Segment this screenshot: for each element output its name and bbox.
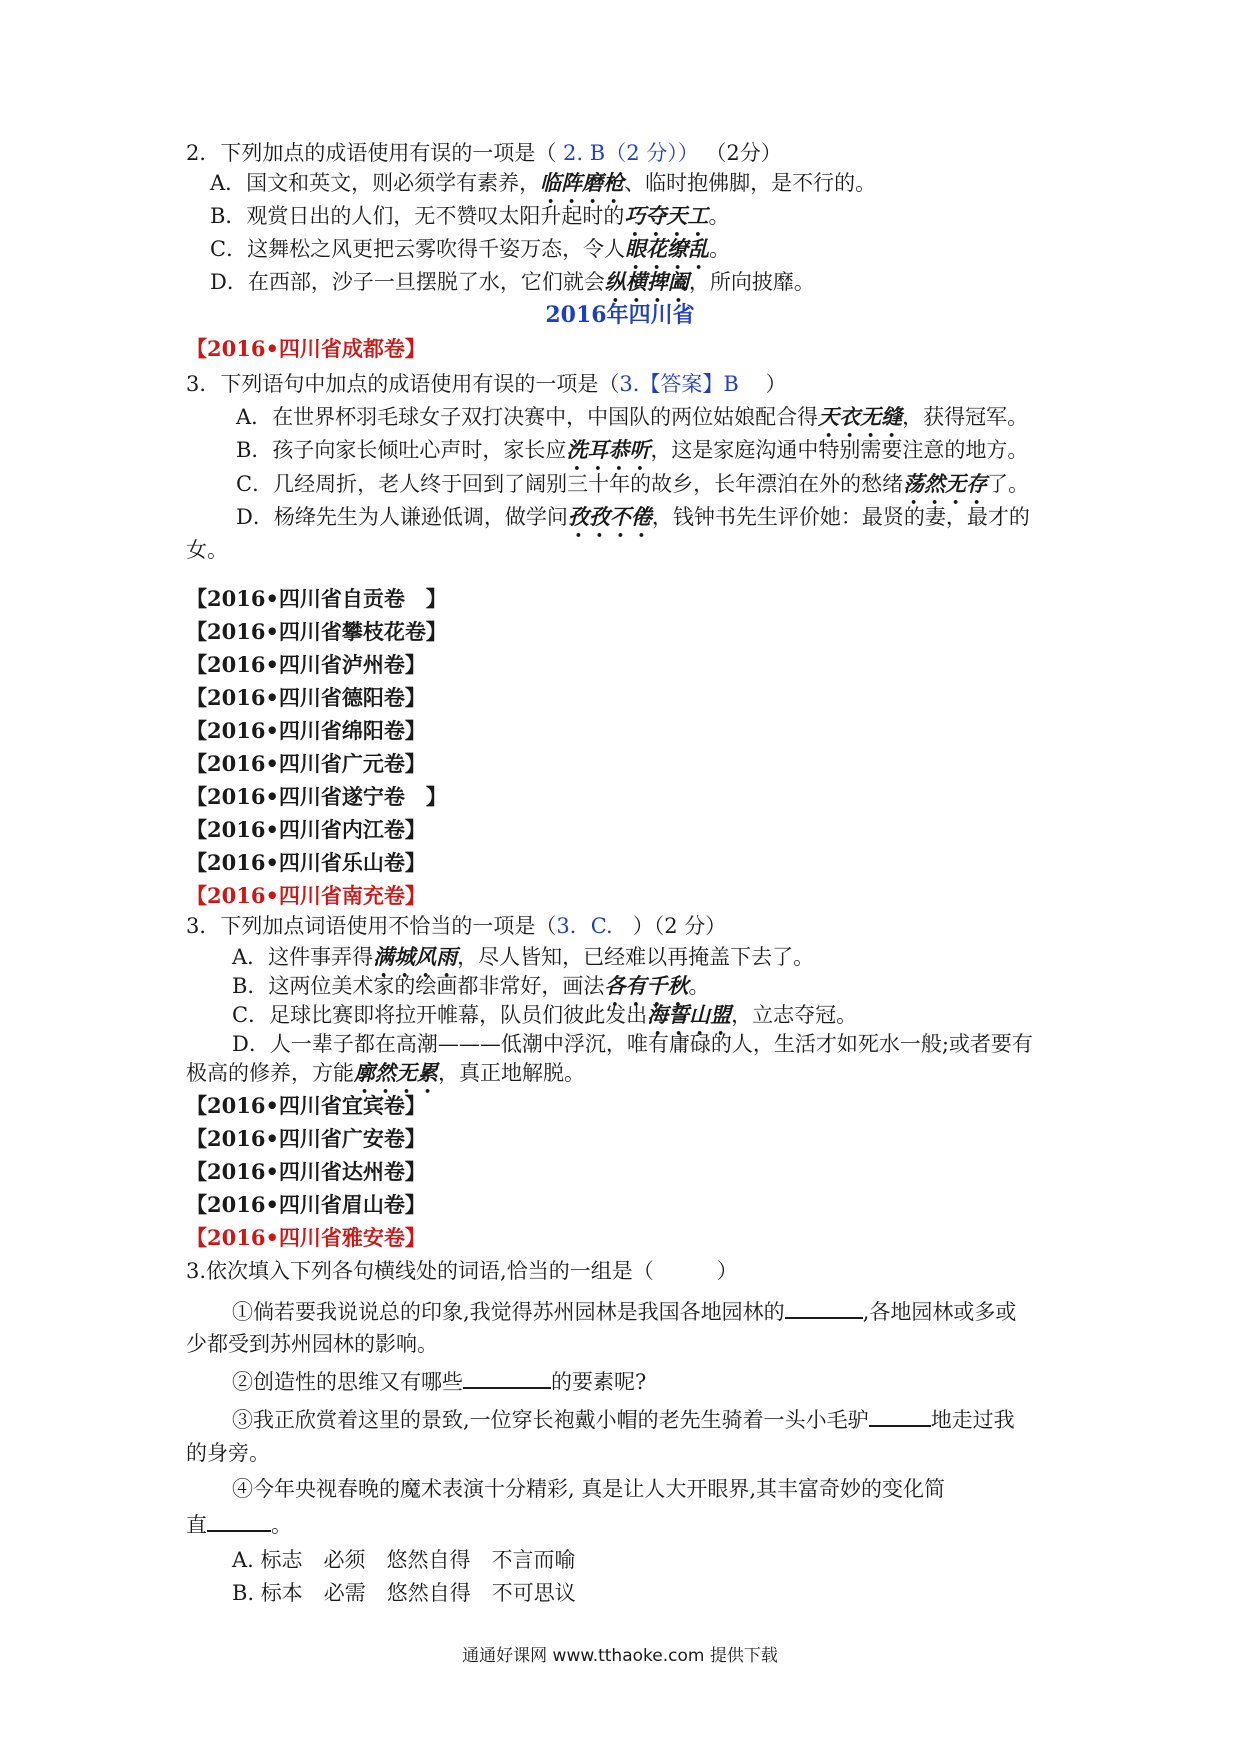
nanchong-option-d: D．人一辈子都在高潮———低潮中浮沉，唯有庸碌的人，生活才如死水一般;或者要有 <box>232 1032 1033 1056</box>
dotted-idiom: 洗耳恭听 <box>566 437 651 462</box>
nanchong-option-a: A．这件事弄得满城风雨，尽人皆知，已经难以再掩盖下去了。 <box>232 944 815 969</box>
exam-header: 【2016•四川省攀枝花卷】 <box>186 619 447 644</box>
yaan-sentence-1-cont: 少都受到苏州园林的影响。 <box>186 1332 438 1356</box>
section-title: 2016年四川省 <box>545 302 695 328</box>
q2-option-b: B．观赏日出的人们，无不赞叹太阳升起时的巧夺天工。 <box>210 203 730 228</box>
dotted-idiom: 巧夺天工 <box>624 203 709 228</box>
fill-blank <box>785 1295 863 1319</box>
exam-header: 【2016•四川省眉山卷】 <box>186 1192 426 1217</box>
exam-header-yaan: 【2016•四川省雅安卷】 <box>186 1225 426 1250</box>
exam-header: 【2016•四川省内江卷】 <box>186 817 426 842</box>
exam-header-nanchong: 【2016•四川省南充卷】 <box>186 883 426 908</box>
yaan-sentence-4: ④今年央视春晚的魔术表演十分精彩, 真是让人大开眼界,其丰富奇妙的变化简 <box>232 1477 946 1501</box>
dotted-idiom: 荡然无存 <box>903 471 988 496</box>
fill-blank <box>207 1508 271 1532</box>
nanchong-option-d-cont: 极高的修养，方能廓然无累，真正地解脱。 <box>186 1060 585 1085</box>
yaan-sentence-3: ③我正欣赏着这里的景致,一位穿长袍戴小帽的老先生骑着一头小毛驴 地走过我 <box>232 1403 1015 1435</box>
q2-option-a: A．国文和英文，则必须学有素养，临阵磨枪、临时抱佛脚，是不行的。 <box>210 170 877 195</box>
dotted-idiom: 天衣无缝 <box>818 404 903 429</box>
exam-header: 【2016•四川省广元卷】 <box>186 751 426 776</box>
chengdu-option-a: A．在世界杯羽毛球女子双打决赛中，中国队的两位姑娘配合得天衣无缝，获得冠军。 <box>236 404 1029 429</box>
dotted-idiom: 临阵磨枪 <box>540 170 625 195</box>
exam-header: 【2016•四川省德阳卷】 <box>186 685 426 710</box>
yaan-option-b: B. 标本 必需 悠然自得 不可思议 <box>232 1581 576 1605</box>
exam-header: 【2016•四川省自贡卷 】 <box>186 586 447 611</box>
yaan-stem: 3.依次填入下列各句横线处的词语,恰当的一组是（ ） <box>186 1259 738 1283</box>
q2-stem <box>186 138 782 168</box>
exam-header: 【2016•四川省绵阳卷】 <box>186 718 426 743</box>
q2-answer: 2. B（2 分）） <box>563 141 699 165</box>
dotted-idiom: 纵横捭阖 <box>604 269 689 294</box>
nanchong-answer: 3．C. <box>556 914 613 938</box>
chengdu-option-d-cont: 女。 <box>186 538 228 562</box>
dotted-idiom: 满城风雨 <box>373 944 458 969</box>
q2-stem-text: 2．下列加点的成语使用有误的一项是（ <box>186 141 557 165</box>
exam-header: 【2016•四川省宜宾卷】 <box>186 1093 426 1118</box>
exam-header: 【2016•四川省乐山卷】 <box>186 850 426 875</box>
exam-header-chengdu: 【2016•四川省成都卷】 <box>186 336 426 361</box>
chengdu-option-d: D．杨绛先生为人谦逊低调，做学问孜孜不倦，钱钟书先生评价她：最贤的妻，最才的 <box>236 504 1030 529</box>
yaan-sentence-3-cont: 的身旁。 <box>186 1441 270 1465</box>
q2-option-c: C．这舞松之风更把云雾吹得千姿万态，令人眼花缭乱。 <box>210 236 731 261</box>
yaan-option-a: A. 标志 必须 悠然自得 不言而喻 <box>232 1548 576 1572</box>
yaan-sentence-1: ①倘若要我说说总的印象,我觉得苏州园林是我国各地园林的 ,各地园林或多或 <box>232 1295 1016 1327</box>
dotted-idiom: 眼花缭乱 <box>625 236 710 261</box>
dotted-idiom: 孜孜不倦 <box>567 504 652 529</box>
chengdu-stem: 3．下列语句中加点的成语使用有误的一项是（3.【答案】B ） <box>186 372 787 396</box>
exam-header: 【2016•四川省广安卷】 <box>186 1126 426 1151</box>
yaan-sentence-4-cont: 直 。 <box>186 1508 292 1540</box>
dotted-idiom: 廓然无累 <box>354 1060 438 1085</box>
yaan-sentence-2: ②创造性的思维又有哪些 的要素呢? <box>232 1365 646 1397</box>
nanchong-stem: 3．下列加点词语使用不恰当的一项是（3．C. ）（2 分） <box>186 914 727 938</box>
exam-header: 【2016•四川省遂宁卷 】 <box>186 784 447 809</box>
nanchong-option-c: C．足球比赛即将拉开帷幕，队员们彼此发出海誓山盟，立志夺冠。 <box>232 1002 858 1027</box>
exam-header: 【2016•四川省泸州卷】 <box>186 652 426 677</box>
dotted-idiom: 各有千秋 <box>604 973 689 998</box>
chengdu-option-b: B．孩子向家长倾吐心声时，家长应洗耳恭听，这是家庭沟通中特别需要注意的地方。 <box>236 437 1029 462</box>
dotted-idiom: 海誓山盟 <box>647 1002 732 1027</box>
fill-blank <box>869 1403 931 1427</box>
fill-blank <box>463 1365 551 1389</box>
footer-credit: 通通好课网 www.tthaoke.com 提供下载 <box>462 1646 778 1666</box>
exam-header: 【2016•四川省达州卷】 <box>186 1159 426 1184</box>
q2-points: （2分） <box>705 141 782 165</box>
chengdu-answer: 3.【答案】B <box>619 372 739 396</box>
nanchong-option-b: B．这两位美术家的绘画都非常好，画法各有千秋。 <box>232 973 710 998</box>
q2-option-d: D．在西部，沙子一旦摆脱了水，它们就会纵横捭阖，所向披靡。 <box>210 269 815 294</box>
chengdu-option-c: C．几经周折，老人终于回到了阔别三十年的故乡，长年漂泊在外的愁绪荡然无存了。 <box>236 471 1030 496</box>
